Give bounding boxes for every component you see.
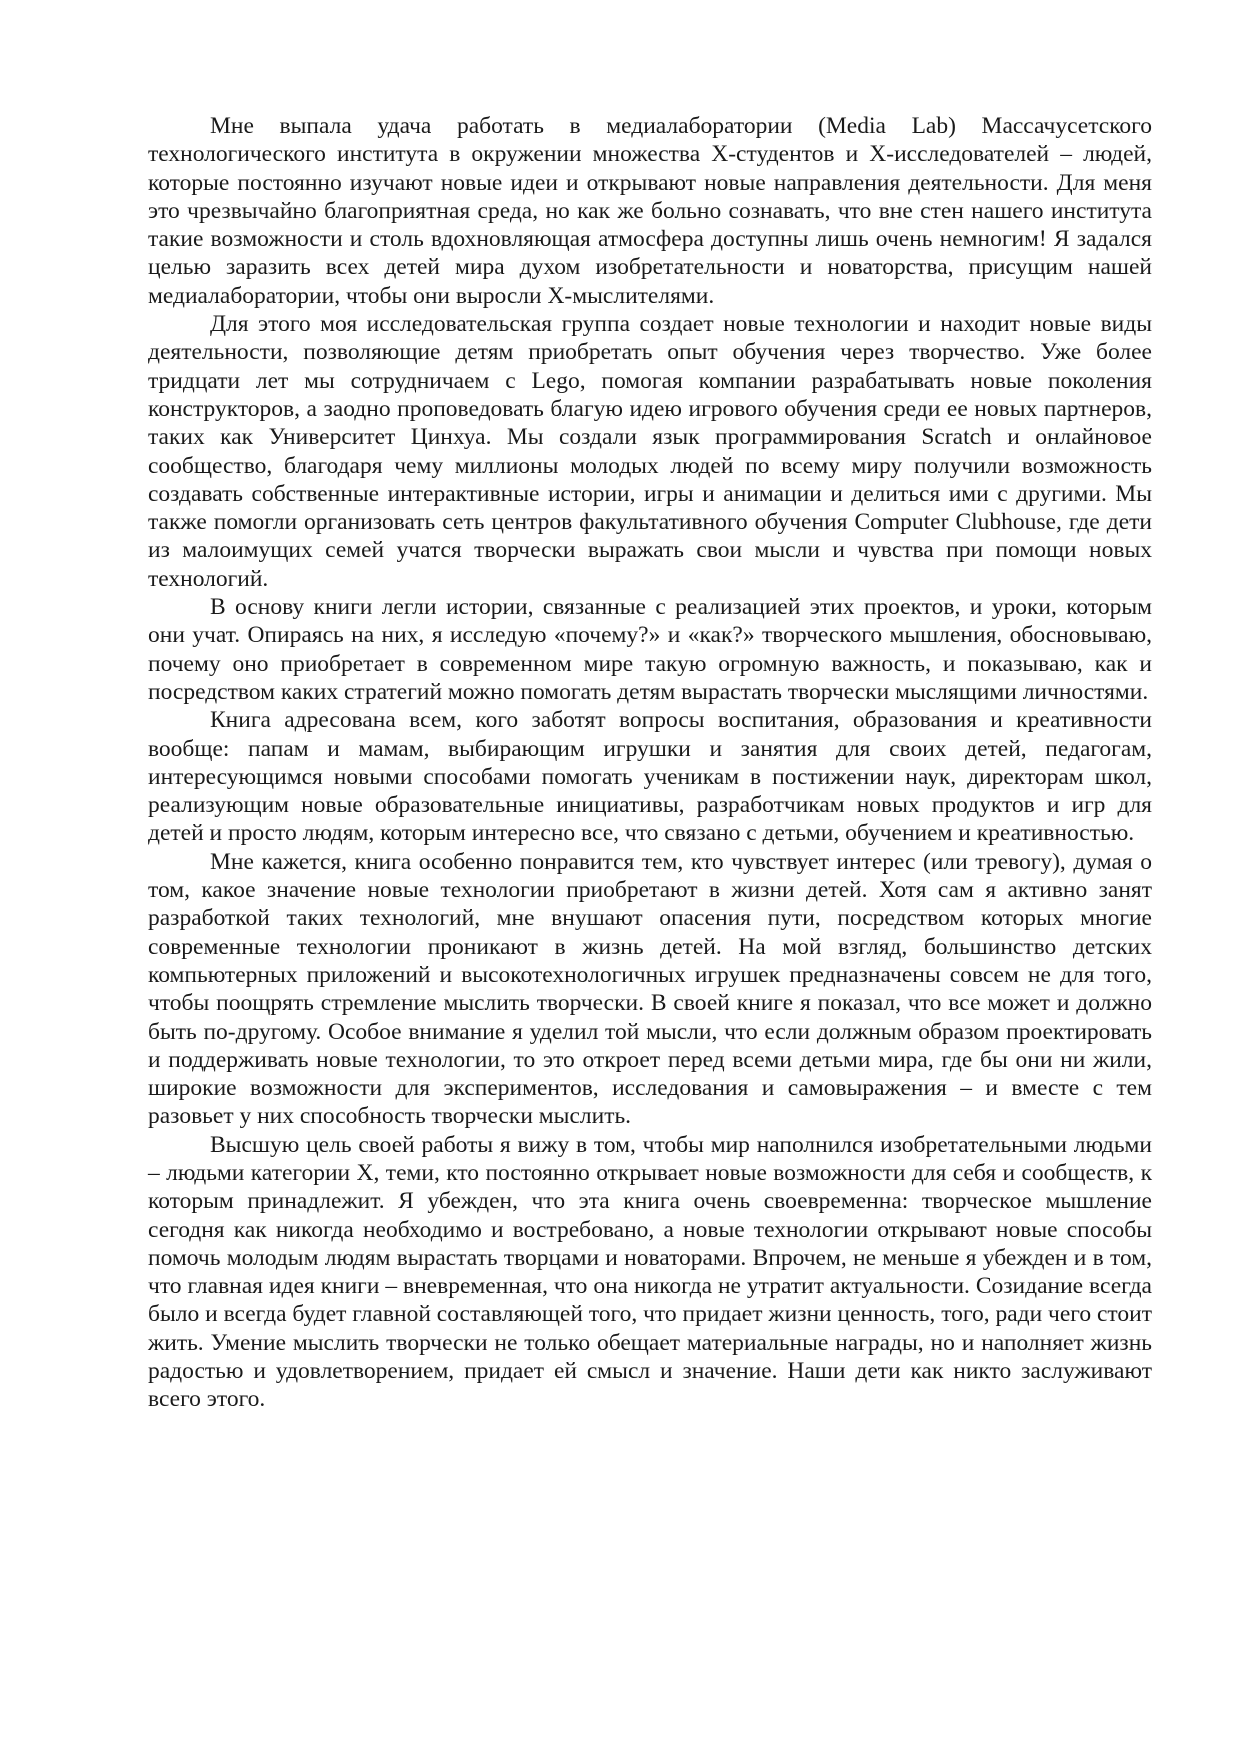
paragraph-audience: Книга адресована всем, кого заботят вопросы воспитания, образования и креативности вообще: папам и мамам, выбирающим игрушки и занятия для своих детей, педагогам, интересующимся новыми способами помогать ученикам в постижении наук, директорам школ, реализующим новые образовательные инициативы, разработчикам новых продуктов и игр для детей и просто людям, которым интересно все, что связано с детьми, обучением и креативностью.: [148, 707, 1152, 847]
paragraph-research-group: Для этого моя исследовательская группа создает новые технологии и находит новые виды деятельности, позволяющие детям приобретать опыт обучения через творчество. Уже более тридцати лет мы сотрудничаем с Lego, помогая компании разрабатывать новые поколения конструкторов, а заодно проповедовать благую идею игрового обучения среди ее новых партнеров, таких как Университет Цинхуа. Мы создали язык программирования Scratch и онлайновое сообщество, благодаря чему миллионы молодых людей по всему миру получили возможность создавать собственные интерактивные истории, игры и анимации и делиться ими с другими. Мы также помогли организовать сеть центров факультативного обучения Computer Clubhouse, где дети из малоимущих семей учатся творчески выражать свои мысли и чувства при помощи новых технологий.: [148, 311, 1152, 592]
paragraph-highest-goal: Высшую цель своей работы я вижу в том, чтобы мир наполнился изобретательными людьми – людьми категории X, теми, кто постоянно открывает новые возможности для себя и сообществ, к которым принадлежит. Я убежден, что эта книга очень своевременна: творческое мышление сегодня как никогда необходимо и востребовано, а новые технологии открывают новые способы помочь молодым людям вырастать творцами и новаторами. Впрочем, не меньше я убежден и в том, что главная идея книги – вневременная, что она никогда не утратит актуальности. Созидание всегда было и всегда будет главной составляющей того, что придает жизни ценность, того, ради чего стоит жить. Умение мыслить творчески не только обещает материальные награды, но и наполняет жизнь радостью и удовлетворением, придает ей смысл и значение. Наши дети как никто заслуживают всего этого.: [148, 1131, 1152, 1413]
document-page: [148, 112, 1152, 1414]
paragraph-technology-concerns: Мне кажется, книга особенно понравится тем, кто чувствует интерес (или тревогу), думая о том, какое значение новые технологии приобретают в жизни детей. Хотя сам я активно занят разработкой таких технологий, мне внушают опасения пути, посредством которых многие современные технологии проникают в жизнь детей. На мой взгляд, большинство детских компьютерных приложений и высокотехнологичных игрушек предназначены совсем не для того, чтобы поощрять стремление мыслить творчески. В своей книге я показал, что все может и должно быть по-другому. Особое внимание я уделил той мысли, что если должным образом проектировать и поддерживать новые технологии, то это откроет перед всеми детьми мира, где бы они ни жили, широкие возможности для экспериментов, исследования и самовыражения – и вместе с тем разовьет у них способность творчески мыслить.: [148, 848, 1152, 1130]
paragraph-media-lab: Мне выпала удача работать в медиалаборатории (Media Lab) Массачусетского технологического института в окружении множества X-студентов и X-исследователей – людей, которые постоянно изучают новые идеи и открывают новые направления деятельности. Для меня это чрезвычайно благоприятная среда, но как же больно сознавать, что вне стен нашего института такие возможности и столь вдохновляющая атмосфера доступны лишь очень немногим! Я задался целью заразить всех детей мира духом изобретательности и новаторства, присущим нашей медиалаборатории, чтобы они выросли X-мыслителями.: [148, 113, 1152, 309]
paragraph-book-basis: В основу книги легли истории, связанные с реализацией этих проектов, и уроки, которым они учат. Опираясь на них, я исследую «почему?» и «как?» творческого мышления, обосновываю, почему оно приобретает в современном мире такую огромную важность, и показываю, как и посредством каких стратегий можно помогать детям вырастать творчески мыслящими личностями.: [148, 594, 1152, 705]
